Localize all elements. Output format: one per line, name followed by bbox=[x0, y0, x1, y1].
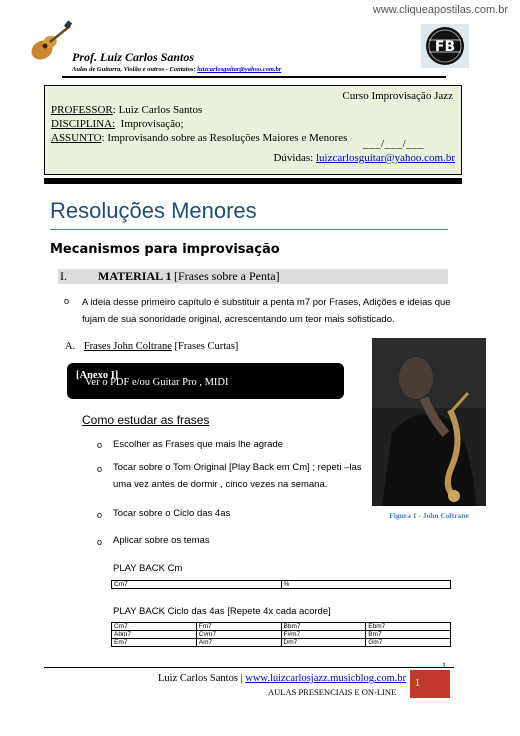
title-rule bbox=[50, 229, 448, 230]
date-blank: ___/___/___ bbox=[363, 138, 425, 150]
material-heading bbox=[58, 269, 448, 284]
assunto-value: : Improvisando sobre as Resoluções Maiores e Menores bbox=[101, 132, 348, 144]
table-cell: F#m7 bbox=[281, 631, 366, 639]
intro-paragraph: A ideia desse primeiro capítulo é substituir a penta m7 por Frases, Adições e ideias que fujam de sua sonoridade original, acrescentando um teor mais sofisticado. bbox=[82, 297, 451, 325]
table-row bbox=[112, 639, 451, 647]
professor-name: Prof. Luiz Carlos Santos bbox=[72, 50, 195, 64]
playback-cm-table bbox=[111, 580, 451, 589]
page-number-box bbox=[410, 670, 450, 698]
footer-rule bbox=[44, 667, 454, 668]
step-item: Escolher as Frases que mais lhe agrade bbox=[113, 439, 284, 450]
photo-caption: Figura 1 - John Coltrane bbox=[389, 511, 469, 520]
table-cell: Dm7 bbox=[281, 639, 366, 647]
fb-logo-text: FB bbox=[434, 39, 456, 55]
duvidas-line bbox=[273, 152, 455, 164]
table-row bbox=[112, 631, 451, 639]
duvidas-email-link[interactable]: luizcarlosguitar@yahoo.com.br bbox=[315, 152, 455, 164]
disciplina-value: Improvisação; bbox=[115, 118, 184, 130]
table-cell: Am7 bbox=[196, 639, 281, 647]
guitar-icon bbox=[24, 18, 72, 66]
table-cell: C#m7 bbox=[196, 631, 281, 639]
step-bullet: o bbox=[97, 440, 103, 450]
section-separator bbox=[44, 178, 462, 184]
page-number: 1 bbox=[415, 678, 420, 689]
playback-cycle-title: PLAY BACK Ciclo das 4as [Repete 4x cada acorde] bbox=[113, 606, 331, 617]
fb-logo-icon bbox=[421, 24, 469, 68]
step-item: Tocar sobre o Ciclo das 4as bbox=[113, 508, 231, 519]
section-a-desc: [Frases Curtas] bbox=[171, 341, 239, 352]
assunto-line bbox=[51, 132, 347, 144]
john-coltrane-photo bbox=[372, 338, 486, 506]
step-bullet: o bbox=[97, 510, 103, 520]
table-cell: Cm7 bbox=[112, 581, 282, 589]
step-item: Tocar sobre o Tom Original [Play Back em Cm] ; repeti –las uma vez antes de dormir , cinco vezes na semana. bbox=[113, 462, 362, 490]
disciplina-label: DISCIPLINA: bbox=[51, 118, 116, 130]
playback-cm-title: PLAY BACK Cm bbox=[113, 563, 183, 574]
header-subtitle-text: Aulas de Guitarra, Violão e outros - Contatos: bbox=[72, 66, 198, 73]
how-to-study-heading: Como estudar as frases bbox=[82, 413, 210, 427]
header-rule bbox=[62, 76, 446, 78]
duvidas-label: Dúvidas: bbox=[273, 152, 316, 164]
course-name: Curso Improvisação Jazz bbox=[342, 90, 453, 102]
playback-cycle-table bbox=[111, 622, 451, 647]
professor-value: : Luiz Carlos Santos bbox=[112, 104, 203, 116]
step-bullet: o bbox=[97, 537, 103, 547]
table-cell: Abm7 bbox=[112, 631, 197, 639]
material-numeral: I. bbox=[60, 269, 67, 283]
page-number-top: 1 bbox=[442, 661, 446, 670]
footer-name: Luiz Carlos Santos | bbox=[158, 673, 246, 684]
table-cell: Bbm7 bbox=[281, 623, 366, 631]
table-cell: Ebm7 bbox=[366, 623, 451, 631]
footer-url-link[interactable]: www.luizcarlosjazz.musicblog.com.br bbox=[245, 673, 407, 684]
professor-label: PROFESSOR bbox=[51, 104, 113, 116]
table-cell: Cm7 bbox=[112, 623, 197, 631]
table-row bbox=[112, 623, 451, 631]
course-info-box bbox=[44, 85, 462, 175]
table-cell: Fm7 bbox=[196, 623, 281, 631]
section-a-heading bbox=[65, 341, 238, 352]
professor-line bbox=[51, 104, 202, 116]
table-cell: Gm7 bbox=[366, 639, 451, 647]
table-cell: % bbox=[281, 581, 451, 589]
annex-callout-bold: [Anexo I] bbox=[76, 370, 119, 381]
table-cell: Em7 bbox=[112, 639, 197, 647]
intro-bullet: o bbox=[64, 296, 70, 306]
header-subtitle bbox=[72, 66, 281, 73]
footer-author bbox=[158, 673, 406, 684]
table-cell: Bm7 bbox=[366, 631, 451, 639]
step-item: Aplicar sobre os temas bbox=[113, 535, 210, 546]
disciplina-line bbox=[51, 118, 184, 130]
assunto-label: ASSUNTO bbox=[51, 132, 102, 144]
section-a-letter: A. bbox=[65, 341, 76, 352]
table-row bbox=[112, 581, 451, 589]
material-desc: [Frases sobre a Penta] bbox=[174, 269, 280, 283]
annex-callout bbox=[67, 363, 344, 399]
page-subtitle: Mecanismos para improvisação bbox=[50, 242, 280, 257]
coltrane-phrases-link[interactable]: Frases John Coltrane bbox=[83, 341, 172, 352]
material-label: MATERIAL 1 bbox=[98, 269, 172, 283]
watermark: www.cliqueapostilas.com.br bbox=[372, 4, 508, 16]
annex-callout-text: Ver o PDF e/ou Guitar Pro , MIDI bbox=[85, 377, 234, 388]
footer-subtitle: AULAS PRESENCIAIS E ON-LINE bbox=[268, 687, 397, 697]
step-bullet: o bbox=[97, 464, 103, 474]
page-title: Resoluções Menores bbox=[50, 198, 257, 223]
header-email-link[interactable]: luizcarlosguitar@yahoo.com.br bbox=[197, 66, 282, 73]
